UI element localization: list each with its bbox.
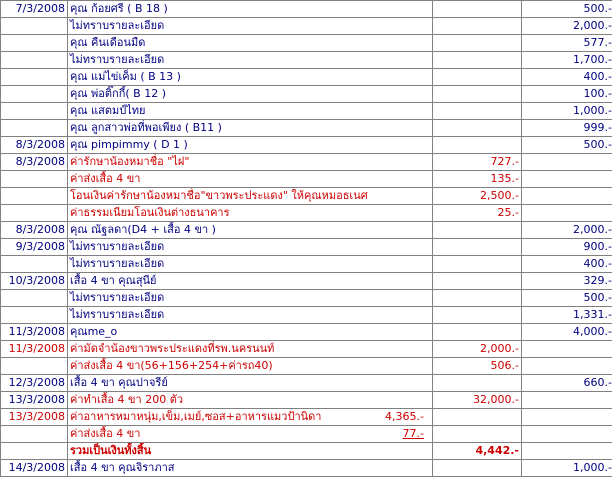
income-cell[interactable] — [522, 341, 612, 358]
date-cell[interactable] — [1, 86, 68, 103]
expense-cell[interactable]: 135.- — [433, 171, 522, 188]
income-cell[interactable]: 400.- — [522, 69, 612, 86]
income-cell[interactable]: 4,000.- — [522, 324, 612, 341]
date-cell[interactable]: 13/3/2008 — [1, 392, 68, 409]
date-cell[interactable] — [1, 171, 68, 188]
income-cell[interactable] — [522, 171, 612, 188]
date-cell[interactable] — [1, 290, 68, 307]
income-cell[interactable]: 900.- — [522, 239, 612, 256]
description-cell[interactable] — [68, 392, 433, 409]
ledger-row — [1, 1, 612, 18]
expense-cell[interactable] — [433, 375, 522, 392]
date-cell[interactable] — [1, 120, 68, 137]
description-cell[interactable] — [68, 358, 433, 375]
expense-cell[interactable]: 506.- — [433, 358, 522, 375]
description-cell[interactable] — [68, 256, 433, 273]
expense-cell[interactable] — [433, 239, 522, 256]
income-cell[interactable]: 2,000.- — [522, 18, 612, 35]
income-cell[interactable] — [522, 205, 612, 222]
ledger-row — [1, 103, 612, 120]
date-cell[interactable]: 7/3/2008 — [1, 1, 68, 18]
expense-cell[interactable]: 727.- — [433, 154, 522, 171]
expense-cell[interactable] — [433, 222, 522, 239]
description-text: คุณ แม่ไข่เค็ม ( B 13 ) — [70, 70, 181, 83]
income-cell[interactable]: 100.- — [522, 86, 612, 103]
expense-cell[interactable] — [433, 290, 522, 307]
description-cell[interactable] — [68, 307, 433, 324]
description-cell[interactable] — [68, 341, 433, 358]
date-cell[interactable] — [1, 188, 68, 205]
income-cell[interactable]: 400.- — [522, 256, 612, 273]
description-text: คุณ พ่อติ๊กกี้( B 12 ) — [70, 87, 166, 100]
ledger-row — [1, 392, 612, 409]
ledger-row — [1, 409, 612, 426]
ledger-row — [1, 171, 612, 188]
ledger-row — [1, 239, 612, 256]
ledger-row — [1, 35, 612, 52]
income-cell[interactable]: 999.- — [522, 120, 612, 137]
income-cell[interactable] — [522, 392, 612, 409]
ledger-row — [1, 86, 612, 103]
description-text: คุณme_o — [70, 325, 118, 338]
income-cell[interactable] — [522, 154, 612, 171]
description-text: ไม่ทราบรายละเอียด — [70, 19, 165, 32]
description-cell[interactable] — [68, 86, 433, 103]
date-cell[interactable]: 12/3/2008 — [1, 375, 68, 392]
ledger-row — [1, 290, 612, 307]
date-cell[interactable]: 8/3/2008 — [1, 222, 68, 239]
ledger-row — [1, 307, 612, 324]
description-cell[interactable] — [68, 154, 433, 171]
description-text: เสื้อ 4 ขา คุณสุนีย์ — [70, 274, 157, 287]
date-cell[interactable] — [1, 307, 68, 324]
ledger-row — [1, 273, 612, 290]
description-cell[interactable] — [68, 222, 433, 239]
description-text: คุณ คืนเดือนมืด — [70, 36, 146, 49]
income-cell[interactable] — [522, 188, 612, 205]
income-cell[interactable]: 500.- — [522, 137, 612, 154]
ledger-row — [1, 426, 612, 443]
description-text: เสื้อ 4 ขา คุณจิราภาส — [70, 461, 175, 474]
description-cell[interactable] — [68, 103, 433, 120]
expense-cell[interactable] — [433, 256, 522, 273]
date-cell[interactable]: 8/3/2008 — [1, 154, 68, 171]
date-cell[interactable]: 9/3/2008 — [1, 239, 68, 256]
ledger-row — [1, 341, 612, 358]
income-cell[interactable]: 1,000.- — [522, 460, 612, 477]
date-cell[interactable] — [1, 426, 68, 443]
date-cell[interactable]: 11/3/2008 — [1, 324, 68, 341]
income-cell[interactable]: 1,331.- — [522, 307, 612, 324]
income-cell[interactable]: 2,000.- — [522, 222, 612, 239]
expense-cell[interactable]: 2,000.- — [433, 341, 522, 358]
expense-cell[interactable] — [433, 69, 522, 86]
description-cell[interactable] — [68, 273, 433, 290]
expense-cell[interactable] — [433, 103, 522, 120]
date-cell[interactable] — [1, 35, 68, 52]
income-cell[interactable] — [522, 426, 612, 443]
description-cell[interactable] — [68, 69, 433, 86]
expense-cell[interactable] — [433, 426, 522, 443]
ledger-row — [1, 18, 612, 35]
description-cell[interactable] — [68, 205, 433, 222]
expense-cell[interactable] — [433, 1, 522, 18]
income-cell[interactable] — [522, 443, 612, 460]
description-cell[interactable] — [68, 290, 433, 307]
ledger-row — [1, 52, 612, 69]
ledger-row — [1, 205, 612, 222]
income-cell[interactable] — [522, 409, 612, 426]
description-text: ค่าส่งเสื้อ 4 ขา — [70, 172, 141, 185]
income-cell[interactable]: 660.- — [522, 375, 612, 392]
expense-cell[interactable] — [433, 460, 522, 477]
ledger-row — [1, 358, 612, 375]
ledger-row — [1, 324, 612, 341]
description-text: ค่าส่งเสื้อ 4 ขา — [70, 427, 141, 440]
description-text: ค่าส่งเสื้อ 4 ขา(56+156+254+ค่ารถ40) — [70, 359, 273, 372]
description-cell[interactable] — [68, 426, 433, 443]
description-text: รวมเป็นเงินทั้งสิ้น — [70, 444, 152, 457]
description-cell[interactable] — [68, 18, 433, 35]
ledger-body — [1, 1, 612, 477]
description-cell[interactable] — [68, 375, 433, 392]
description-text: คุณ ลูกสาวพ่อที่พอเพียง ( B11 ) — [70, 121, 222, 134]
description-text: เสื้อ 4 ขา คุณปาจรีย์ — [70, 376, 168, 389]
description-cell[interactable] — [68, 52, 433, 69]
expense-cell[interactable] — [433, 86, 522, 103]
ledger-row — [1, 137, 612, 154]
ledger-row — [1, 188, 612, 205]
expense-cell[interactable] — [433, 409, 522, 426]
description-text: ค่ารักษาน้องหมาชื่อ "ไฝ" — [70, 155, 190, 168]
income-cell[interactable]: 329.- — [522, 273, 612, 290]
description-cell[interactable] — [68, 239, 433, 256]
description-cell[interactable] — [68, 171, 433, 188]
ledger-row — [1, 460, 612, 477]
income-cell[interactable]: 500.- — [522, 1, 612, 18]
ledger-row — [1, 120, 612, 137]
date-cell[interactable]: 11/3/2008 — [1, 341, 68, 358]
date-cell[interactable] — [1, 103, 68, 120]
income-cell[interactable] — [522, 358, 612, 375]
description-text: ค่ามัดจำน้องขาวพระประแดงที่รพ.นครนนท์ — [70, 342, 275, 355]
income-cell[interactable]: 577.- — [522, 35, 612, 52]
date-cell[interactable]: 10/3/2008 — [1, 273, 68, 290]
expense-cell[interactable] — [433, 120, 522, 137]
date-cell[interactable] — [1, 52, 68, 69]
income-cell[interactable]: 1,000.- — [522, 103, 612, 120]
description-cell[interactable] — [68, 137, 433, 154]
description-text: คุณ pimpimmy ( D 1 ) — [70, 138, 188, 151]
date-cell[interactable] — [1, 205, 68, 222]
description-text: คุณ ก้อยศรี ( B 18 ) — [70, 2, 168, 15]
date-cell[interactable] — [1, 69, 68, 86]
description-cell[interactable] — [68, 443, 433, 460]
ledger-row — [1, 222, 612, 239]
expense-cell[interactable]: 4,442.- — [433, 443, 522, 460]
description-text: ไม่ทราบรายละเอียด — [70, 291, 165, 304]
description-text: คุณ แสตมป์ไทย — [70, 104, 146, 117]
description-text: ไม่ทราบรายละเอียด — [70, 308, 165, 321]
ledger-row — [1, 256, 612, 273]
description-cell[interactable] — [68, 460, 433, 477]
date-cell[interactable]: 8/3/2008 — [1, 137, 68, 154]
ledger-row — [1, 154, 612, 171]
description-text: โอนเงินค่ารักษาน้องหมาชื่อ"ขาวพระประแดง" ให้คุณหมอธเนศ — [70, 189, 368, 202]
expense-cell[interactable] — [433, 273, 522, 290]
income-cell[interactable]: 1,700.- — [522, 52, 612, 69]
income-cell[interactable]: 500.- — [522, 290, 612, 307]
date-cell[interactable] — [1, 443, 68, 460]
date-cell[interactable]: 13/3/2008 — [1, 409, 68, 426]
description-text: คุณ ณัฐลดา(D4 + เสื้อ 4 ขา ) — [70, 223, 216, 236]
expense-cell[interactable] — [433, 324, 522, 341]
description-text: ไม่ทราบรายละเอียด — [70, 257, 165, 270]
description-cell[interactable] — [68, 120, 433, 137]
expense-cell[interactable] — [433, 18, 522, 35]
expense-cell[interactable] — [433, 307, 522, 324]
ledger-row — [1, 375, 612, 392]
date-cell[interactable] — [1, 18, 68, 35]
description-cell[interactable] — [68, 35, 433, 52]
description-cell[interactable] — [68, 409, 433, 426]
description-text: ไม่ทราบรายละเอียด — [70, 240, 165, 253]
description-text: ค่าอาหารหมาหนุ่ม,เข็ม,เมย์,ซอส+อาหารแมวป้านิดา — [70, 410, 322, 423]
date-cell[interactable]: 14/3/2008 — [1, 460, 68, 477]
description-text: ไม่ทราบรายละเอียด — [70, 53, 165, 66]
description-cell[interactable] — [68, 188, 433, 205]
date-cell[interactable] — [1, 358, 68, 375]
ledger-row — [1, 443, 612, 460]
description-text: ค่าทำเสื้อ 4 ขา 200 ตัว — [70, 393, 184, 406]
expense-cell[interactable] — [433, 35, 522, 52]
subtotal-value: 77.- — [402, 427, 424, 440]
expense-cell[interactable]: 32,000.- — [433, 392, 522, 409]
description-cell[interactable] — [68, 1, 433, 18]
expense-cell[interactable] — [433, 52, 522, 69]
subtotal-value: 4,365.- — [385, 410, 424, 423]
expense-cell[interactable]: 2,500.- — [433, 188, 522, 205]
description-cell[interactable] — [68, 324, 433, 341]
date-cell[interactable] — [1, 256, 68, 273]
description-text: ค่าธรรมเนียมโอนเงินต่างธนาคาร — [70, 206, 230, 219]
expense-cell[interactable] — [433, 137, 522, 154]
ledger-row — [1, 69, 612, 86]
expense-cell[interactable]: 25.- — [433, 205, 522, 222]
